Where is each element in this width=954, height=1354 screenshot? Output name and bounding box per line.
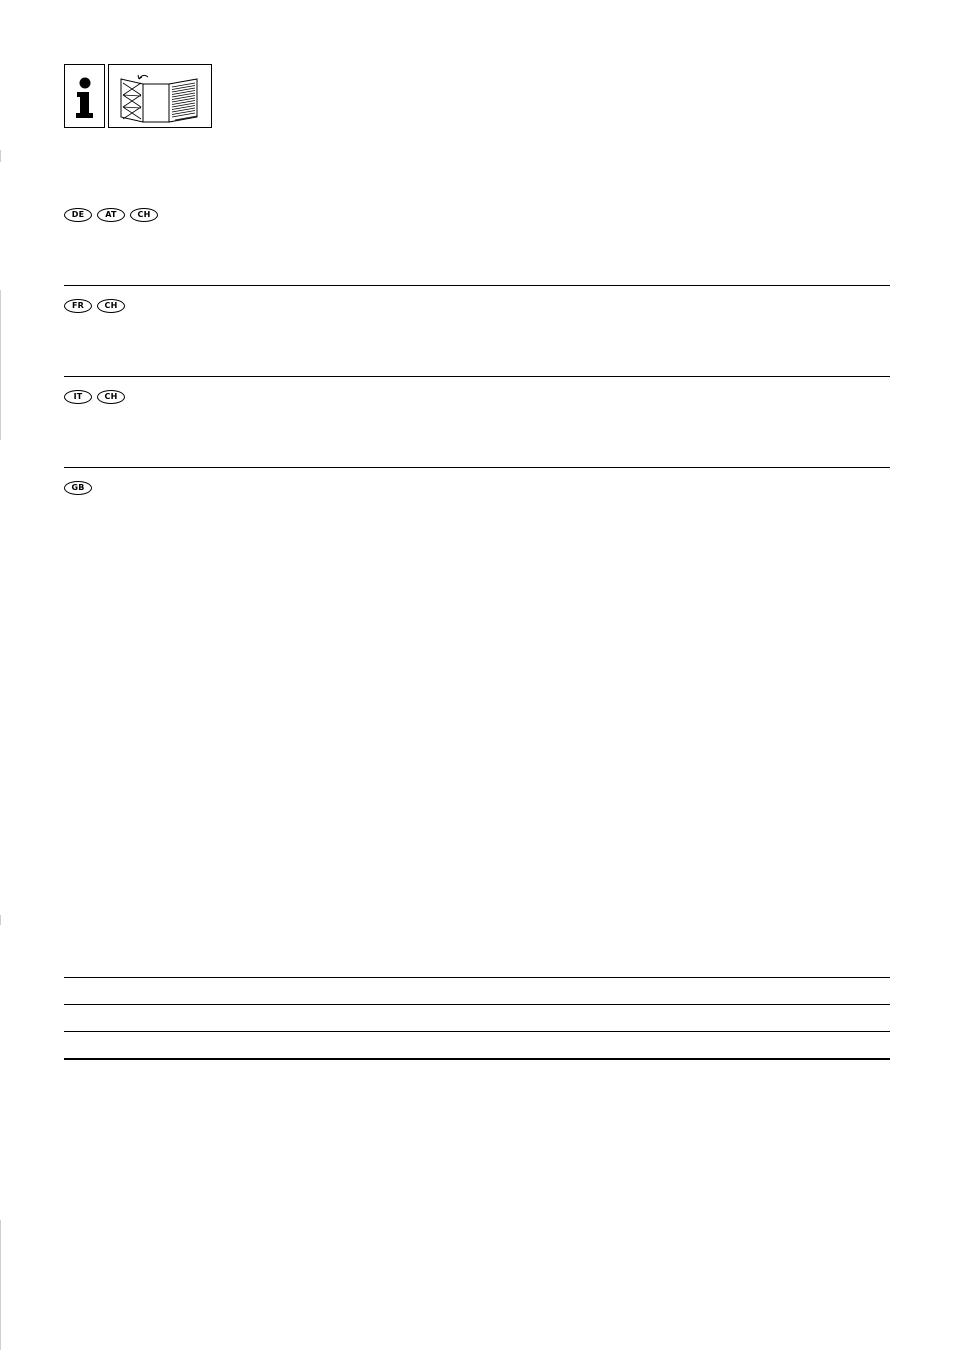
country-badges-fr <box>64 299 890 313</box>
divider-line <box>64 1031 890 1032</box>
country-badges-de <box>64 208 890 222</box>
section-de <box>64 200 890 222</box>
country-badge-de: DE <box>64 208 92 222</box>
country-badge-fr: FR <box>64 299 92 313</box>
fold-out-page-icon <box>108 64 212 128</box>
country-badge-at: AT <box>97 208 125 222</box>
country-badge-ch: CH <box>97 390 125 404</box>
divider-line-bold <box>64 1058 890 1060</box>
country-badge-ch: CH <box>130 208 158 222</box>
divider-line <box>64 1004 890 1005</box>
divider-line <box>64 977 890 978</box>
country-badge-it: IT <box>64 390 92 404</box>
section-it <box>64 376 890 467</box>
scan-edge-mark <box>0 290 1 440</box>
info-icon <box>64 64 105 128</box>
section-fr <box>64 285 890 376</box>
country-badge-gb: GB <box>64 481 92 495</box>
country-badges-gb <box>64 481 890 495</box>
scan-edge-mark <box>0 915 1 925</box>
scan-edge-mark <box>0 150 1 162</box>
country-badges-it <box>64 390 890 404</box>
section-gb <box>64 467 890 548</box>
scan-edge-mark <box>0 1220 1 1350</box>
country-badge-ch: CH <box>97 299 125 313</box>
